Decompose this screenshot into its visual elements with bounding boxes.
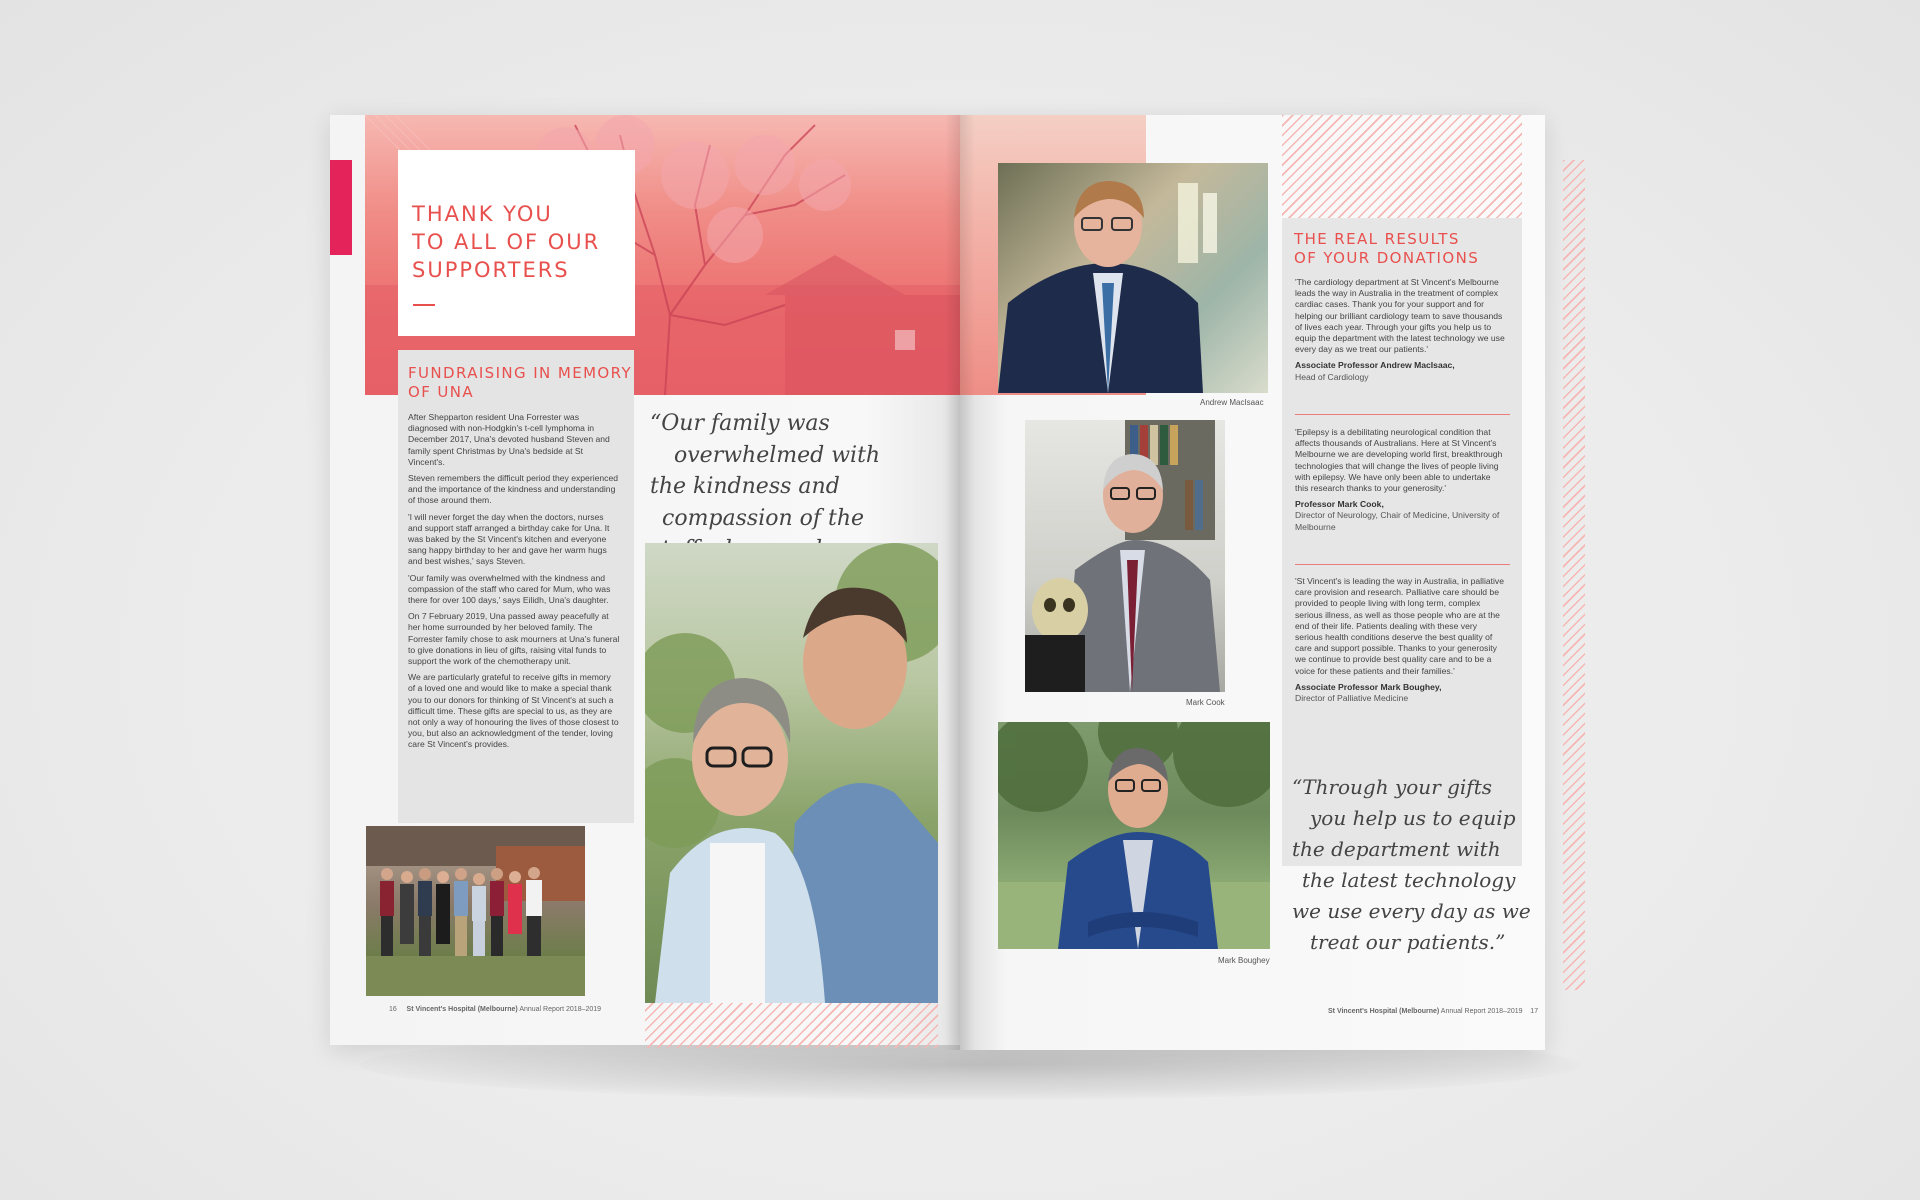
section-heading-line: FUNDRAISING IN MEMORY <box>408 364 633 382</box>
title-line: SUPPORTERS <box>412 258 570 282</box>
quote-line: the kindness and <box>650 474 840 499</box>
divider <box>1295 564 1510 565</box>
footer-left <box>389 1006 601 1013</box>
testimonial-text: 'St Vincent's is leading the way in Australia, in palliative care provision and research. Palliative care should be provided to people living with long term, complex serious illness, as well as those people who are at the end of their life. Patients dealing with these very serious health conditions deserve the best quality of care and support possible. Thanks to your generosity we continue to provide best quality care and to be a voice for these patients and their families.' <box>1295 576 1505 676</box>
pull-quote <box>1292 772 1531 958</box>
quote-line: treat our patients.” <box>1310 930 1506 954</box>
hatch-pattern-top-right <box>1282 115 1522 220</box>
mark-cook-photo <box>1025 420 1225 692</box>
testimonial-name: Professor Mark Cook, <box>1295 499 1384 510</box>
divider <box>1295 414 1510 415</box>
testimonial-name: Associate Professor Andrew MacIsaac, <box>1295 360 1455 371</box>
caption: Andrew MacIsaac <box>1200 398 1264 407</box>
title-line: TO ALL OF OUR <box>412 230 601 254</box>
section-heading-line: OF UNA <box>408 383 475 401</box>
testimonial-text: 'The cardiology department at St Vincent's Melbourne leads the way in Australia in the treatment of complex cardiac cases. Thank you for your support and for helping our brilliant cardiology team to save thousands of lives each year. Through your gifts you help us to equip the department with the latest technology we use every day as we treat our patients.' <box>1295 277 1505 355</box>
andrew-macisaac-photo <box>998 163 1268 393</box>
paragraph: On 7 February 2019, Una passed away peacefully at her home surrounded by her beloved family. The Forrester family chose to ask mourners at Una's funeral to give donations in lieu of gifts, raising vital funds to support the work of the chemotherapy unit. <box>408 611 620 667</box>
footer-right <box>1328 1008 1538 1015</box>
hatch-pattern-right-edge <box>1563 160 1585 990</box>
page-number: 16 <box>389 1006 397 1013</box>
quote-line: overwhelmed with <box>674 442 881 468</box>
paragraph: After Shepparton resident Una Forrester was diagnosed with non-Hodgkin's t-cell lymphoma in December 2017, Una's devoted husband Steven and family spent Christmas by Una's bedside at St Vincent's. <box>408 412 610 467</box>
quote-line: the latest technology <box>1302 868 1516 892</box>
testimonial-role: Director of Palliative Medicine <box>1295 693 1409 704</box>
section-heading <box>1294 230 1479 268</box>
quote-line: the department with <box>1292 837 1501 861</box>
publication-name: St Vincent's Hospital (Melbourne) <box>406 1006 518 1013</box>
title-rule <box>413 304 435 306</box>
testimonial <box>1295 576 1505 704</box>
testimonial-name: Associate Professor Mark Boughey, <box>1295 681 1442 692</box>
book-spine-shading <box>945 115 975 1050</box>
testimonial <box>1295 277 1505 383</box>
pink-tab-marker <box>330 160 352 255</box>
paragraph: We are particularly grateful to receive gifts in memory of a loved one and would like to make a special thank you to our donors for thinking of St Vincent's at such a difficult time. These gifts are special to us, as they are not only a way of honouring the lives of those closest to you, but also an acknowledgment of the tender, loving care St Vincent's provides. <box>408 672 619 750</box>
section-heading-line: OF YOUR DONATIONS <box>1294 249 1480 267</box>
page-title <box>412 200 622 284</box>
hatch-pattern-bottom <box>645 1000 938 1048</box>
section-heading-line: THE REAL RESULTS <box>1294 230 1460 248</box>
testimonial <box>1295 427 1505 533</box>
testimonial-role: Director of Neurology, Chair of Medicine, University of Melbourne <box>1295 510 1500 532</box>
quote-line: “Through your gifts <box>1292 775 1493 799</box>
quote-line: compassion of the <box>662 505 865 531</box>
family-group-photo <box>366 826 585 996</box>
publication-title: Annual Report 2018–2019 <box>519 1006 602 1013</box>
paragraph: 'Our family was overwhelmed with the kindness and compassion of the staff who cared for Mum, who was there for over 100 days,' says Eilidh, Una's daughter. <box>408 572 611 606</box>
quote-line: “Our family was <box>650 411 830 436</box>
paragraph: 'I will never forget the day when the doctors, nurses and support staff arranged a birthday cake for Una. It was baked by the St Vincent's kitchen and everyone sang happy birthday to her and gave her warm hugs and best wishes,' says Steven. <box>408 511 610 567</box>
quote-line: you help us to equip <box>1310 806 1516 830</box>
couple-photo <box>645 543 938 1003</box>
section-heading <box>408 364 632 402</box>
publication-title: Annual Report 2018–2019 <box>1440 1008 1523 1015</box>
testimonial-role: Head of Cardiology <box>1295 371 1369 382</box>
caption: Mark Boughey <box>1218 956 1270 965</box>
quote-line: we use every day as we <box>1292 899 1531 923</box>
testimonial-text: 'Epilepsy is a debilitating neurological condition that affects thousands of Australians. Here at St Vincent's Melbourne we are developing world first, breakthrough technologies that will change the lives of people living with epilepsy. We have only been able to undertake this research thanks to your generosity.' <box>1295 427 1503 494</box>
title-line: THANK YOU <box>412 202 553 226</box>
publication-name: St Vincent's Hospital (Melbourne) <box>1328 1008 1440 1015</box>
page-number: 17 <box>1530 1008 1539 1015</box>
article-body <box>408 412 620 756</box>
mark-boughey-photo <box>998 722 1270 949</box>
caption: Mark Cook <box>1186 698 1225 707</box>
paragraph: Steven remembers the difficult period they experienced and the importance of the kindness and understanding of those around them. <box>408 473 619 506</box>
